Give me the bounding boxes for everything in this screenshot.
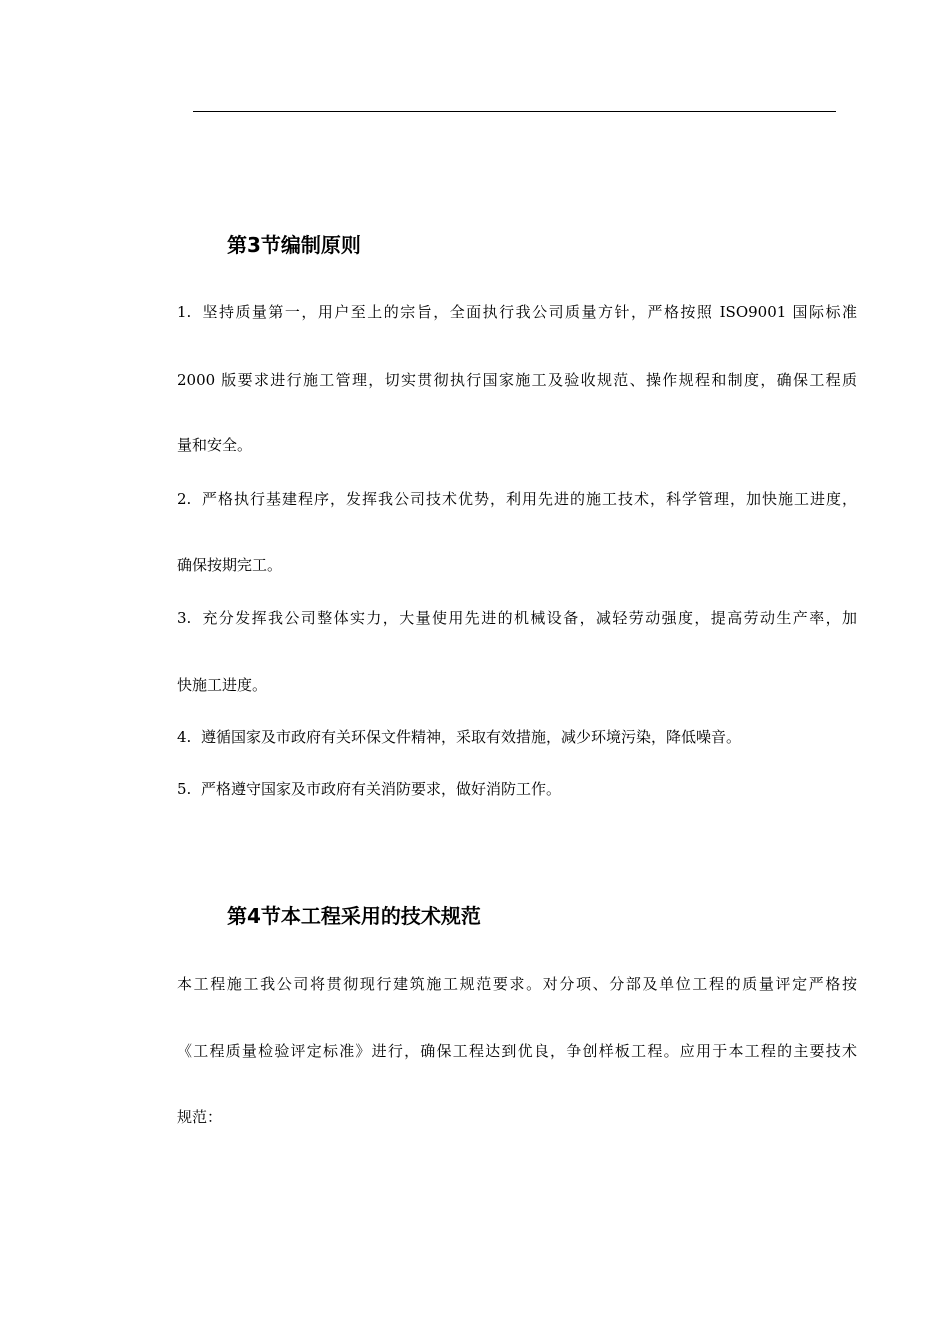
- list-item-1-line-1: 1. 坚持质量第一，用户至上的宗旨，全面执行我公司质量方针，严格按照 ISO9001 国际标准: [177, 303, 857, 321]
- list-item-1-line-2: 2000 版要求进行施工管理，切实贯彻执行国家施工及验收规范、操作规程和制度，确保工程质: [177, 371, 857, 389]
- section-4-heading: 第4节本工程采用的技术规范: [227, 904, 481, 928]
- list-item-2-line-1: 2. 严格执行基建程序，发挥我公司技术优势，利用先进的施工技术，科学管理，加快施工进度，: [177, 490, 857, 508]
- list-item-4-number: 4.: [177, 728, 192, 746]
- list-item-2-number: 2.: [177, 490, 192, 508]
- paragraph-line-3: 规范：: [177, 1108, 223, 1126]
- list-item-1-number: 1.: [177, 303, 192, 321]
- list-item-3-line-1: 3. 充分发挥我公司整体实力，大量使用先进的机械设备，减轻劳动强度，提高劳动生产率，加: [177, 609, 857, 627]
- list-item-1-line-3: 量和安全。: [177, 436, 253, 454]
- section-3-heading: 第3节编制原则: [227, 233, 361, 257]
- paragraph-line-1: 本工程施工我公司将贯彻现行建筑施工规范要求。对分项、分部及单位工程的质量评定严格按: [177, 975, 857, 993]
- list-item-4-line-1: 4. 遵循国家及市政府有关环保文件精神，采取有效措施，减少环境污染，降低噪音。: [177, 728, 742, 746]
- list-item-5-line-1: 5. 严格遵守国家及市政府有关消防要求，做好消防工作。: [177, 780, 562, 798]
- list-item-3-line-2: 快施工进度。: [177, 676, 268, 694]
- paragraph-line-2: 《工程质量检验评定标准》进行，确保工程达到优良，争创样板工程。应用于本工程的主要技术: [177, 1042, 857, 1060]
- list-item-2-line-2: 确保按期完工。: [177, 556, 283, 574]
- list-item-3-number: 3.: [177, 609, 192, 627]
- header-rule: [193, 111, 836, 112]
- list-item-5-number: 5.: [177, 780, 192, 798]
